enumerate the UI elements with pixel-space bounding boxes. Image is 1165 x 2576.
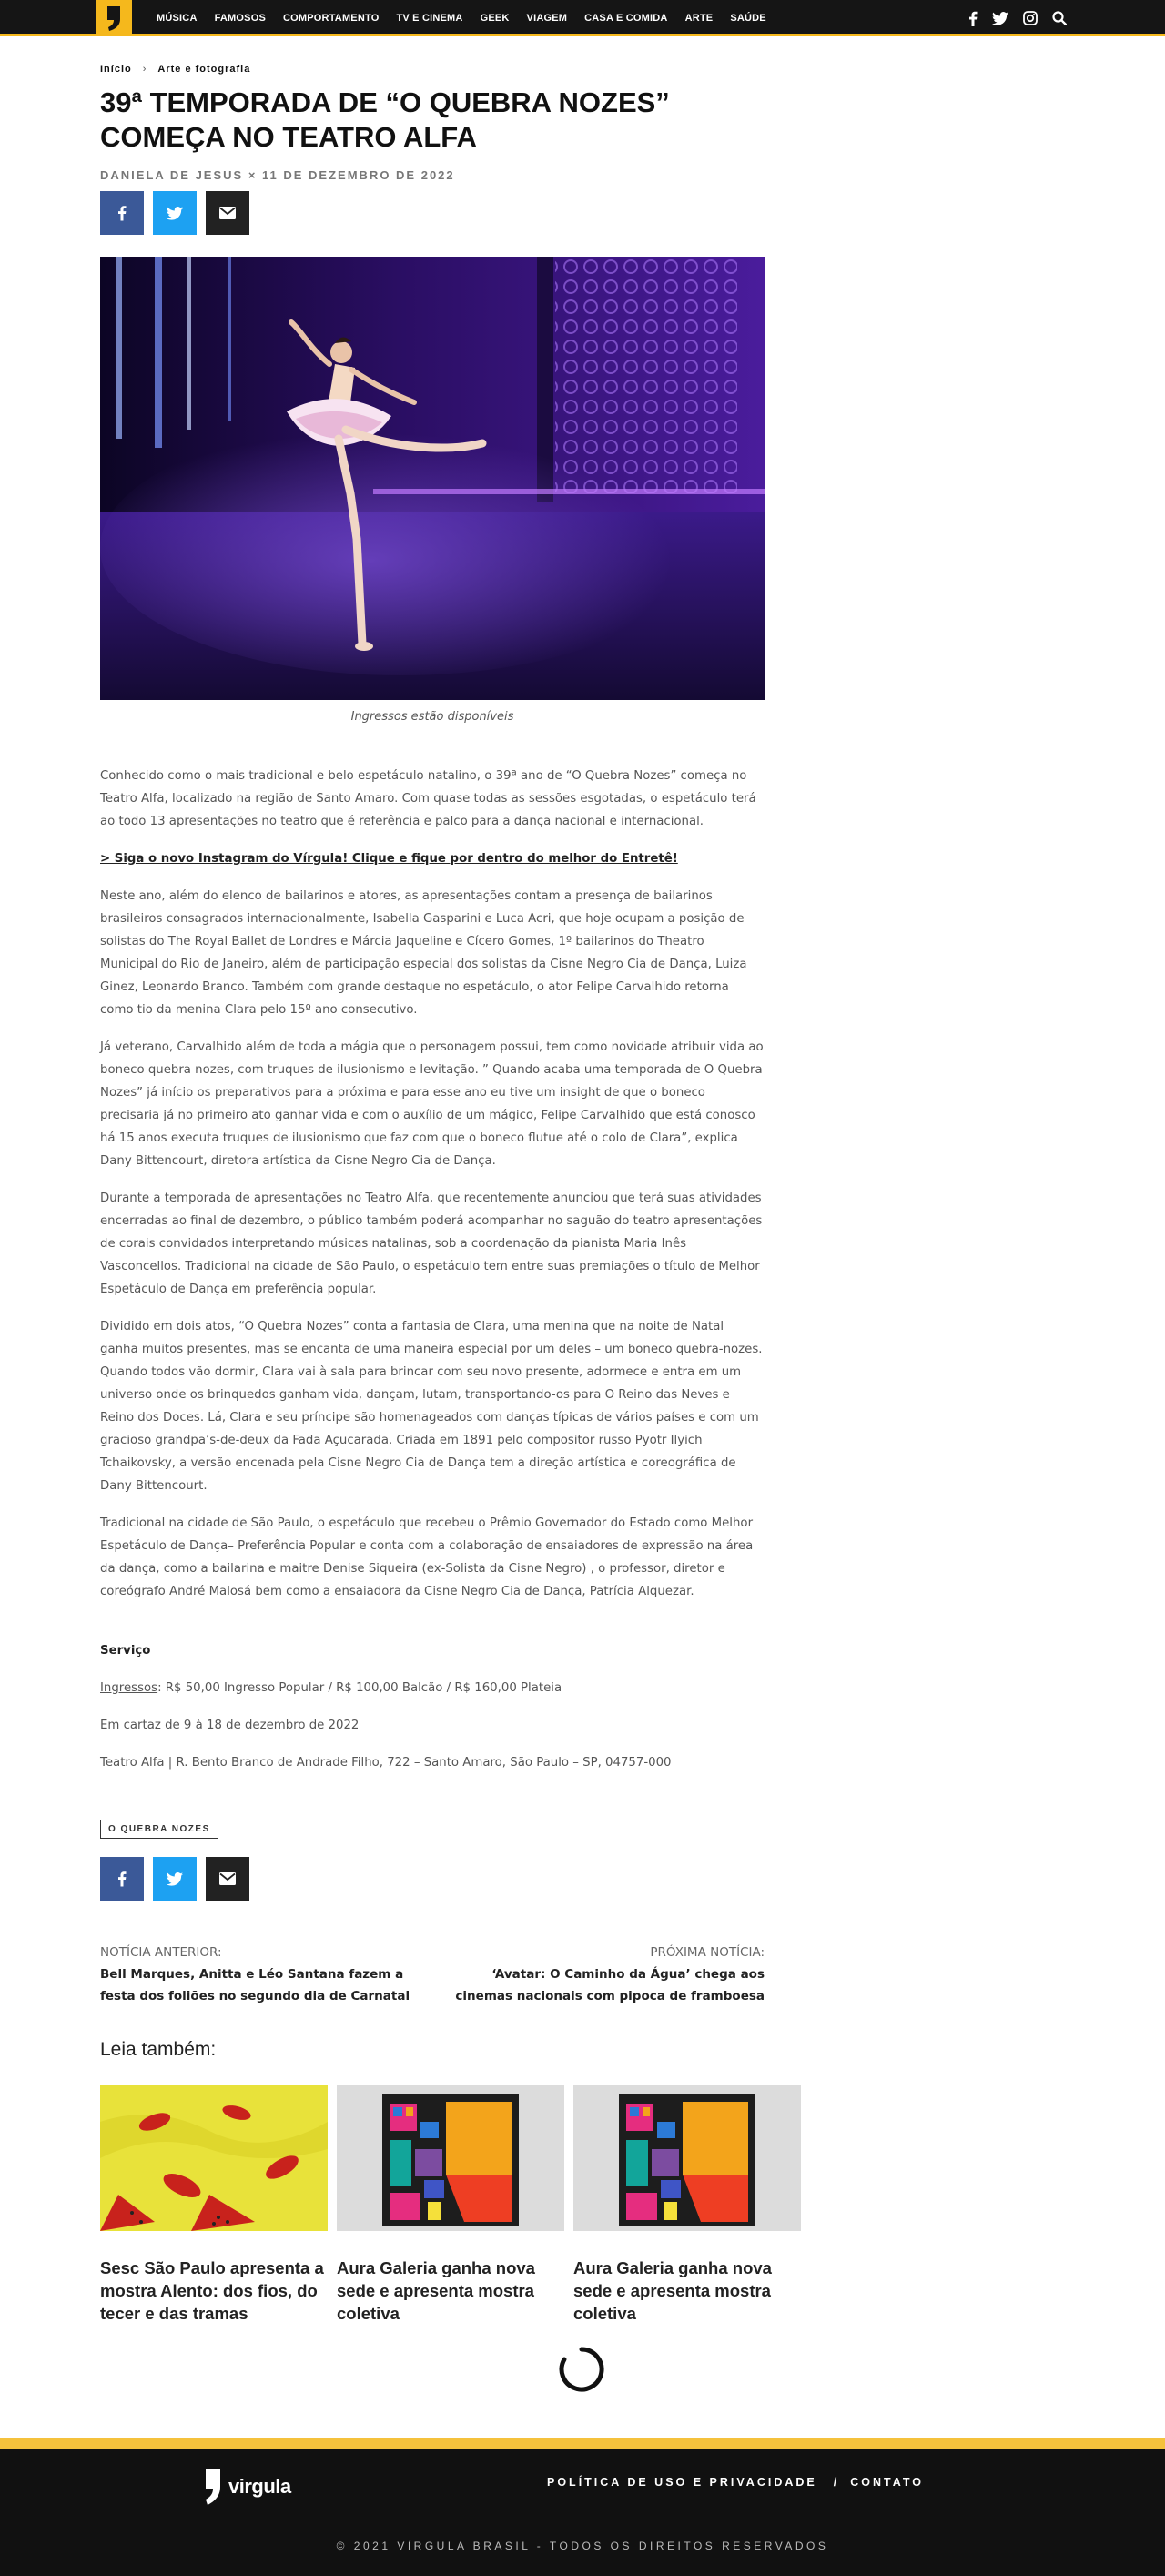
privacy-policy-link[interactable]: POLÍTICA DE USO E PRIVACIDADE: [547, 2476, 817, 2489]
facebook-icon[interactable]: [968, 11, 978, 26]
servico-heading: Serviço: [100, 1644, 151, 1658]
article-tag[interactable]: O QUEBRA NOZES: [100, 1820, 218, 1839]
paragraph: Neste ano, além do elenco de bailarinos e atores, as apresentações contam a presença de bailarinos brasileiros consagrados internacionalmente, Isabella Gasparini e Luca Acri, que hoje ocupam a posição de solistas do The Royal Ballet de Londres e Márcia Jaqueline e Cícero Gomes, 1º bailarinos do Theatro Municipal do Rio de Janeiro, além de participação especial dos solistas da Cisne Negro Cia de Dança, Luiza Ginez, Leonardo Branco. Também com grande destaque no espetáculo, o ator Felipe Carvalhido retorna como tio da menina Clara pelo 15º ano consecutivo.: [100, 889, 747, 1017]
contact-link[interactable]: CONTATO: [850, 2476, 924, 2489]
share-twitter-button[interactable]: [153, 1857, 197, 1901]
related-card-title[interactable]: Aura Galeria ganha nova sede e apresenta mostra coletiva: [337, 2258, 535, 2323]
related-card-image[interactable]: [337, 2085, 564, 2231]
facebook-icon: [117, 1871, 127, 1887]
paragraph: Durante a temporada de apresentações no Teatro Alfa, que recentemente anunciou que terá suas atividades encerradas ao final de dezembro, o público também poderá acompanhar no saguão do teatro apresentações de corais convidados interpretando músicas natalinas, sob a coordenação da pianista Maria Inês Vasconcellos. Tradicional na cidade de São Paulo, o espetáculo tem entre suas premiações o título de Melhor Espetáculo de Dança em preferência popular.: [100, 1192, 763, 1296]
social-icons: [954, 0, 1067, 36]
instagram-icon[interactable]: [1023, 11, 1038, 25]
related-cards: [100, 2085, 810, 2325]
copyright-text: © 2021 VÍRGULA BRASIL - TODOS OS DIREITOS RESERVADOS: [336, 2540, 829, 2552]
related-card[interactable]: [573, 2085, 801, 2325]
next-post-title[interactable]: ‘Avatar: O Caminho da Água’ chega aos cinemas nacionais com pipoca de framboesa: [455, 1967, 765, 2003]
related-heading: Leia também:: [100, 2039, 217, 2060]
paragraph: Dividido em dois atos, “O Quebra Nozes” conta a fantasia de Clara, uma menina que na noite de Natal ganha muitos presentes, mas se encanta de uma maneira especial por um deles – um boneco quebra-nozes. Quando todos vão dormir, Clara vai à sala para brincar com seu novo presente, adormece e entra em um universo onde os brinquedos ganham vida, dançam, lutam, transportando-os para O Reino das Neves e Reino dos Doces. Lá, Clara e seu príncipe são homenageados com danças típicas de vários países e com um gracioso grandpa’s-de-deux da Fada Açucarada. Criada em 1891 pelo compositor russo Pyotr Ilyich Tchaikovsky, a versão encenada pela Cisne Negro Cia de Dança tem a direção artística e coreográfica de Dany Bittencourt.: [100, 1320, 763, 1493]
share-buttons-top: [100, 191, 765, 235]
main-nav: [157, 0, 784, 36]
footer-links: [547, 2476, 924, 2489]
virgula-logo-icon: [104, 5, 124, 32]
nav-item-arte[interactable]: ARTE: [684, 13, 714, 24]
cartaz-line: Em cartaz de 9 à 18 de dezembro de 2022: [100, 1719, 360, 1732]
related-card-title[interactable]: Sesc São Paulo apresenta a mostra Alento: dos fios, do tecer e das tramas: [100, 2258, 324, 2323]
nav-item-casa-e-comida[interactable]: CASA E COMIDA: [584, 13, 668, 24]
previous-post-title[interactable]: Bell Marques, Anitta e Léo Santana fazem a festa dos foliões no segundo dia de Carnatal: [100, 1967, 410, 2003]
nav-item-tv-e-cinema[interactable]: TV E CINEMA: [396, 13, 463, 24]
next-post-label: PRÓXIMA NOTÍCIA:: [650, 1945, 765, 1960]
envelope-icon: [219, 207, 236, 219]
envelope-icon: [219, 1872, 236, 1885]
previous-post-label: NOTÍCIA ANTERIOR:: [100, 1945, 222, 1960]
endereco-line: Teatro Alfa | R. Bento Branco de Andrade Filho, 722 – Santo Amaro, São Paulo – SP, 04757-000: [100, 1756, 672, 1770]
paragraph: Tradicional na cidade de São Paulo, o espetáculo que recebeu o Prêmio Governador do Estado como Melhor Espetáculo de Dança– Preferência Popular e conta com a colaboração de ensaiadores de expressão na área da dança, como a bailarina e maitre Denise Siqueira (ex-Solista da Cisne Negro) , o professor, diretor e coreógrafo André Malosá bem como a ensaiadora da Cisne Negro Cia de Dança, Patrícia Alquezar.: [100, 1516, 754, 1598]
facebook-icon: [117, 205, 127, 221]
paragraph: Já veterano, Carvalhido além de toda a mágia que o personagem possui, tem como novidade atribuir vida ao boneco quebra nozes, com truques de ilusionismo e levitação. ” Quando acaba uma temporada de O Quebra Nozes” já início os preparativos para a próxima e para esse ano eu tive um insight de que o boneco precisaria já no primeiro ato ganhar vida e com o auxílio de um mágico, Felipe Carvalhido que está conosco há 15 anos executa truques de ilusionismo que faz com que o boneco flutue até o colo de Clara”, explica Dany Bittencourt, diretora artística da Cisne Negro Cia de Dança.: [100, 1040, 764, 1168]
share-facebook-button[interactable]: [100, 1857, 144, 1901]
nav-item-saude[interactable]: SAÚDE: [730, 13, 766, 24]
previous-post-link[interactable]: [100, 1942, 428, 2007]
ingressos-line: [100, 1677, 765, 1699]
twitter-icon: [167, 207, 183, 220]
footer-logo[interactable]: [203, 2467, 291, 2507]
related-card[interactable]: [337, 2085, 564, 2325]
chevron-right-icon: ›: [142, 64, 147, 75]
loading-spinner-icon: [557, 2345, 606, 2394]
article-hero-image: [100, 257, 765, 700]
virgula-logo-icon: [203, 2467, 223, 2507]
related-card-image[interactable]: [100, 2085, 328, 2231]
search-icon[interactable]: [1052, 11, 1067, 25]
site-footer: [0, 2438, 1165, 2576]
nav-item-famosos[interactable]: FAMOSOS: [214, 13, 266, 24]
share-twitter-button[interactable]: [153, 191, 197, 235]
nav-item-musica[interactable]: MÚSICA: [157, 13, 198, 24]
article-body: [100, 765, 765, 1789]
article-byline: DANIELA DE JESUS × 11 DE DEZEMBRO DE 2022: [100, 168, 455, 182]
next-post-link[interactable]: [437, 1942, 765, 2007]
related-card[interactable]: [100, 2085, 328, 2325]
footer-brand-name: virgula: [228, 2475, 291, 2498]
instagram-cta-link[interactable]: > Siga o novo Instagram do Vírgula! Clique e fique por dentro do melhor do Entretê!: [100, 852, 678, 866]
image-caption: Ingressos estão disponíveis: [350, 710, 514, 724]
top-navigation-bar: [0, 0, 1165, 36]
breadcrumb-section[interactable]: Arte e fotografia: [157, 64, 251, 75]
footer-separator: /: [833, 2476, 840, 2489]
related-card-title[interactable]: Aura Galeria ganha nova sede e apresenta mostra coletiva: [573, 2258, 772, 2323]
nav-item-geek[interactable]: GEEK: [480, 13, 510, 24]
nav-item-comportamento[interactable]: COMPORTAMENTO: [283, 13, 380, 24]
share-buttons-bottom: [100, 1857, 765, 1901]
article-title: 39ª TEMPORADA DE “O QUEBRA NOZES” COMEÇA NO TEATRO ALFA: [100, 86, 670, 153]
twitter-icon: [167, 1872, 183, 1886]
nav-item-viagem[interactable]: VIAGEM: [526, 13, 568, 24]
breadcrumb: [100, 64, 765, 75]
breadcrumb-home[interactable]: Início: [100, 64, 132, 75]
virgula-logo[interactable]: [96, 0, 132, 36]
share-email-button[interactable]: [206, 191, 249, 235]
share-email-button[interactable]: [206, 1857, 249, 1901]
related-card-image[interactable]: [573, 2085, 801, 2231]
share-facebook-button[interactable]: [100, 191, 144, 235]
paragraph: Conhecido como o mais tradicional e belo espetáculo natalino, o 39ª ano de “O Quebra Nozes” começa no Teatro Alfa, localizado na região de Santo Amaro. Com quase todas as sessões esgotadas, o espetáculo terá ao todo 13 apresentações no teatro que é referência e palco para a dança nacional e internacional.: [100, 769, 756, 828]
twitter-icon[interactable]: [992, 12, 1008, 25]
ingressos-link[interactable]: Ingressos: [100, 1681, 158, 1695]
ingressos-prices: : R$ 50,00 Ingresso Popular / R$ 100,00 Balcão / R$ 160,00 Plateia: [157, 1681, 562, 1695]
